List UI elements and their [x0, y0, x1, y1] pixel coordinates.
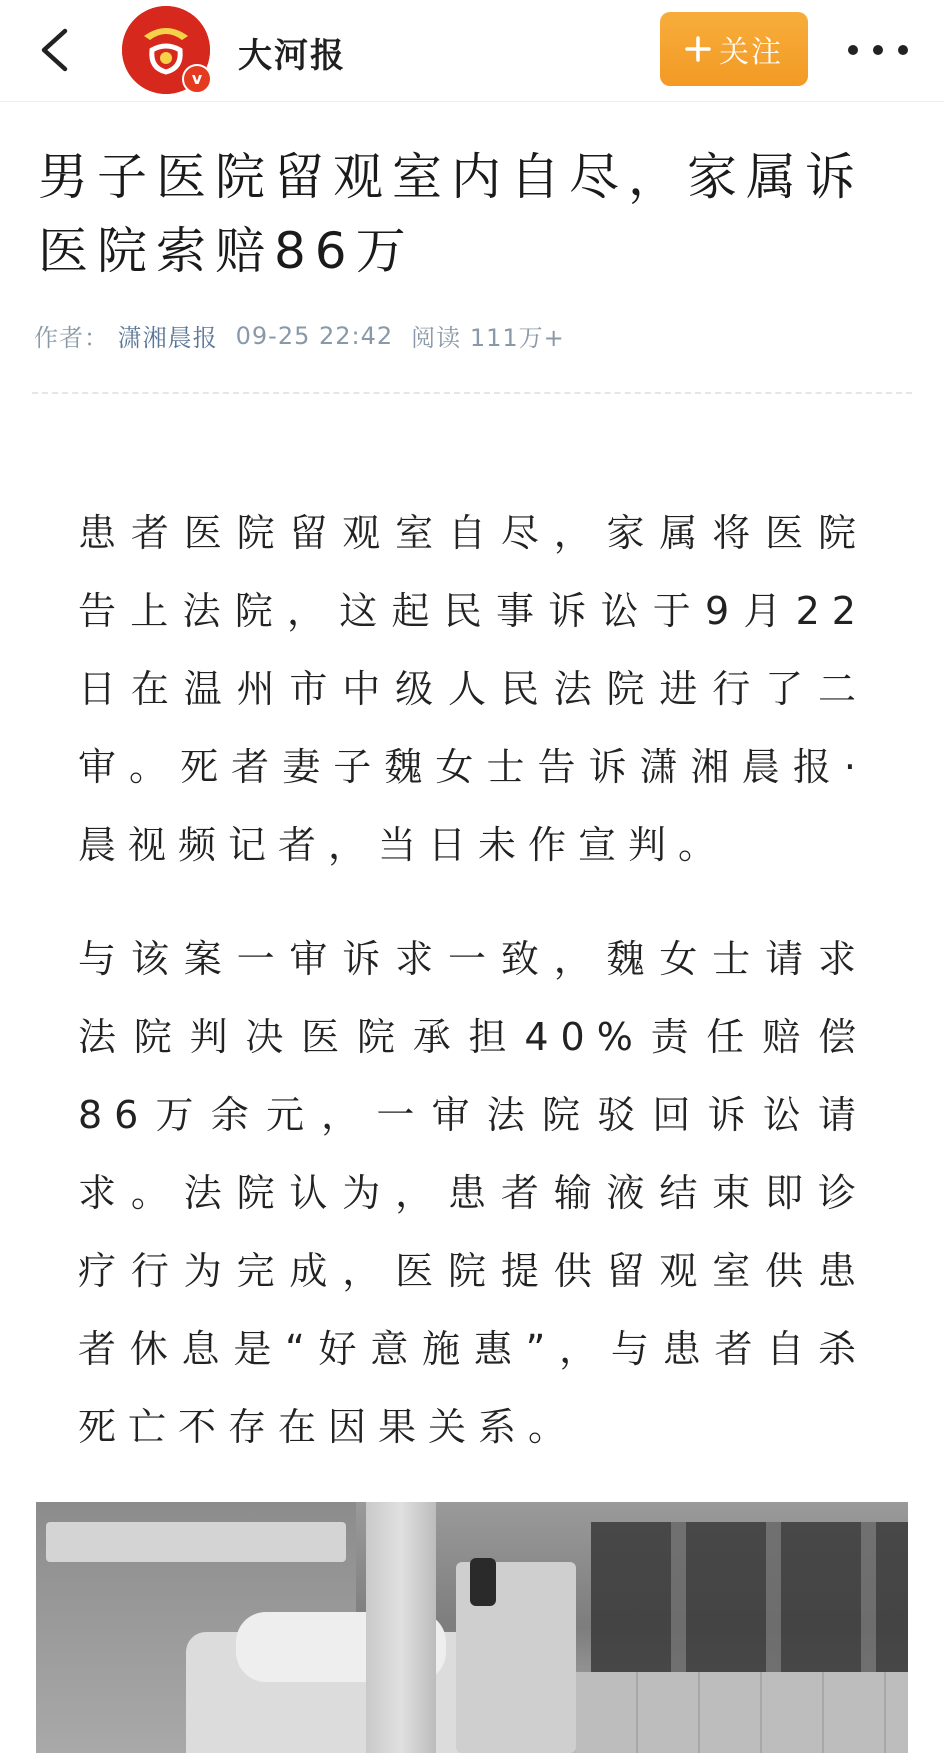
- back-button[interactable]: [30, 22, 78, 78]
- verified-badge: v: [182, 64, 212, 94]
- meta-divider: [32, 392, 912, 394]
- image-bottle: [470, 1558, 496, 1606]
- read-count-value: 111万+: [469, 324, 565, 352]
- follow-label: 关注: [719, 35, 783, 70]
- article-paragraph: 与该案一审诉求一致，魏女士请求法院判决医院承担40%责任赔偿86万余元，一审法院驳回诉讼请求。法院认为，患者输液结束即诊疗行为完成，医院提供留观室供患者休息是“好意施惠”，与患者自杀死亡不存在因果关系。: [78, 937, 868, 1449]
- article-image[interactable]: [36, 1502, 908, 1753]
- more-dots-icon: [848, 45, 858, 55]
- publish-datetime: 09-25 22:42: [235, 321, 394, 350]
- top-navigation-bar: [0, 0, 944, 102]
- more-dots-icon: [898, 45, 908, 55]
- article-title: 男子医院留观室内自尽，家属诉医院索赔86万: [38, 148, 864, 280]
- more-options-button[interactable]: [848, 30, 908, 70]
- image-floor: [576, 1672, 908, 1753]
- read-count: [411, 318, 565, 353]
- chevron-left-icon: [39, 28, 69, 72]
- read-label: 阅读: [411, 324, 462, 352]
- image-wall-panel: [46, 1522, 346, 1562]
- author-name-link[interactable]: 潇湘晨报: [117, 324, 218, 352]
- image-chairs: [591, 1522, 908, 1672]
- author-label-text: 作者：: [34, 324, 109, 352]
- follow-button[interactable]: [660, 12, 808, 86]
- source-name[interactable]: 大河报: [238, 36, 346, 76]
- article-paragraph: 患者医院留观室自尽，家属将医院告上法院，这起民事诉讼于9月22日在温州市中级人民法院进行了二审。死者妻子魏女士告诉潇湘晨报·晨视频记者，当日未作宣判。: [78, 511, 868, 867]
- more-dots-icon: [873, 45, 883, 55]
- plus-icon: [685, 36, 711, 62]
- author-label: [34, 318, 218, 353]
- article-meta: [34, 318, 565, 353]
- source-avatar[interactable]: [122, 6, 210, 94]
- image-curtain: [366, 1502, 436, 1753]
